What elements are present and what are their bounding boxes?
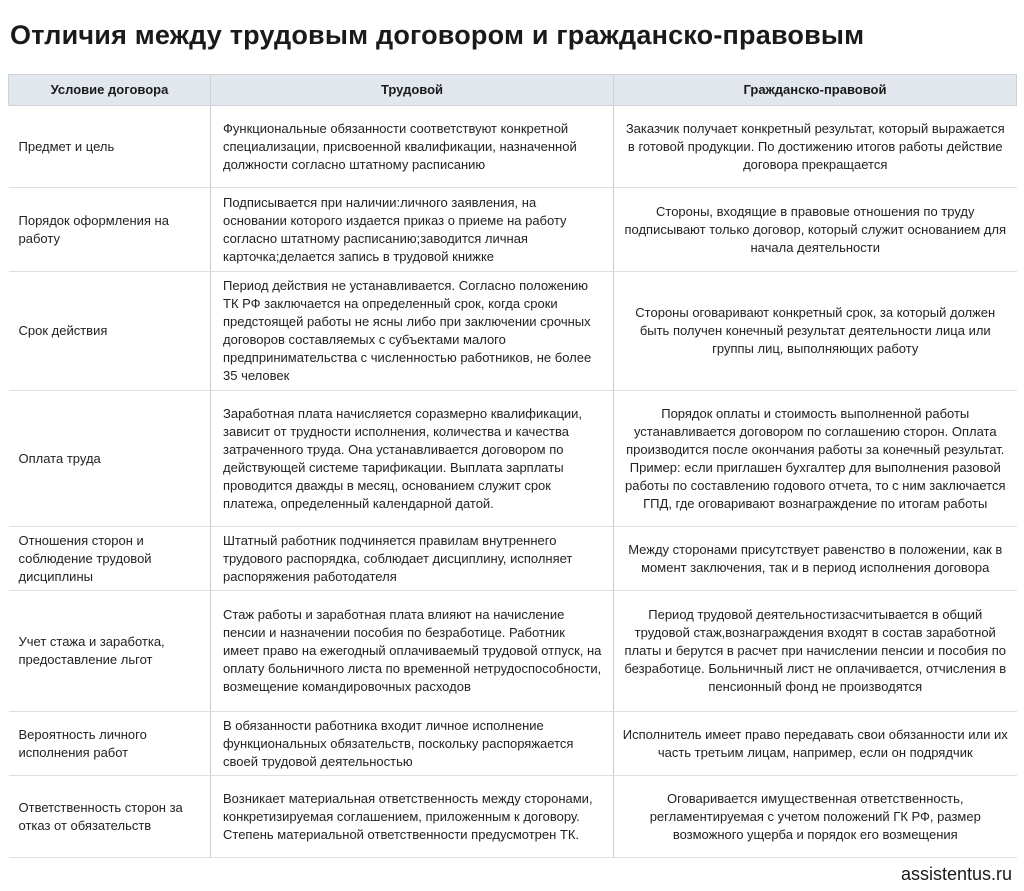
cell-condition: Вероятность личного исполнения работ <box>9 712 211 776</box>
cell-labor: Период действия не устанавливается. Согласно положению ТК РФ заключается на определенный срок, когда сроки предстоящей работы не ясны либо при заключении срочных договоров составляемых с субъектами малого предпринимательства с численностью работников, не более 35 человек <box>211 272 614 391</box>
cell-labor: Функциональные обязанности соответствуют конкретной специализации, присвоенной квалификации, назначенной должности согласно штатному расписанию <box>211 106 614 188</box>
cell-condition: Учет стажа и заработка, предоставление льгот <box>9 591 211 712</box>
cell-labor: Подписывается при наличии:личного заявления, на основании которого издается приказ о приеме на работу согласно штатному расписанию;заводится личная карточка;делается запись в трудовой книжке <box>211 188 614 272</box>
cell-civil: Заказчик получает конкретный результат, который выражается в готовой продукции. По достижению итогов работы действие договора прекращается <box>614 106 1017 188</box>
cell-civil: Порядок оплаты и стоимость выполненной работы устанавливается договором по соглашению сторон. Оплата производится после окончания работы за конечный результат. Пример: если приглашен бухгалтер для выполнения разовой работы по составлению годового отчета, то с ним заключается ГПД, где оговаривают вознаграждение по итогам работы <box>614 391 1017 527</box>
cell-labor: Штатный работник подчиняется правилам внутреннего трудового распорядка, соблюдает дисциплину, исполняет распоряжения работодателя <box>211 527 614 591</box>
cell-civil: Стороны оговаривают конкретный срок, за который должен быть получен конечный результат деятельности лица или группы лиц, выполняющих работу <box>614 272 1017 391</box>
header-labor: Трудовой <box>211 75 614 106</box>
cell-civil: Период трудовой деятельностизасчитывается в общий трудовой стаж,вознаграждения входят в состав заработной платы и берутся в расчет при начислении пенсии и пособия по безработице. Больничный лист не оплачивается, отчисления в пенсионный фонд не производятся <box>614 591 1017 712</box>
site-watermark: assistentus.ru <box>900 864 1012 884</box>
cell-labor: Заработная плата начисляется соразмерно квалификации, зависит от трудности исполнения, количества и качества затраченного труда. Она устанавливается договором по действующей системе тарификации. Выплата зарплаты проводится дважды в месяц, основанием служит срок платежа, определенный календарной датой. <box>211 391 614 527</box>
table-row <box>9 712 1017 776</box>
cell-condition: Порядок оформления на работу <box>9 188 211 272</box>
table-row <box>9 391 1017 527</box>
page-title: Отличия между трудовым договором и гражданско-правовым <box>10 20 865 50</box>
header-civil: Гражданско-правовой <box>614 75 1017 106</box>
cell-labor: В обязанности работника входит личное исполнение функциональных обязательств, поскольку распоряжается своей трудовой деятельностью <box>211 712 614 776</box>
table-row <box>9 527 1017 591</box>
cell-condition: Оплата труда <box>9 391 211 527</box>
table-row <box>9 272 1017 391</box>
table-row <box>9 106 1017 188</box>
cell-civil: Оговаривается имущественная ответственность, регламентируемая с учетом положений ГК РФ, размер возможного ущерба и порядок его возмещения <box>614 776 1017 858</box>
cell-condition: Предмет и цель <box>9 106 211 188</box>
cell-civil: Стороны, входящие в правовые отношения по труду подписывают только договор, который служит основанием для начала деятельности <box>614 188 1017 272</box>
table-row <box>9 591 1017 712</box>
cell-civil: Между сторонами присутствует равенство в положении, как в момент заключения, так и в период исполнения договора <box>614 527 1017 591</box>
cell-condition: Ответственность сторон за отказ от обязательств <box>9 776 211 858</box>
cell-labor: Стаж работы и заработная плата влияют на начисление пенсии и назначении пособия по безработице. Работник имеет право на ежегодный оплачиваемый трудовой отпуск, на оплату больничного листа по временной нетрудоспособности, возмещение командировочных расходов <box>211 591 614 712</box>
table-row <box>9 776 1017 858</box>
comparison-table <box>8 74 1017 858</box>
table-header-row <box>9 75 1017 106</box>
table-row <box>9 188 1017 272</box>
cell-civil: Исполнитель имеет право передавать свои обязанности или их часть третьим лицам, например, если он подрядчик <box>614 712 1017 776</box>
cell-condition: Отношения сторон и соблюдение трудовой дисциплины <box>9 527 211 591</box>
header-condition: Условие договора <box>9 75 211 106</box>
cell-labor: Возникает материальная ответственность между сторонами, конкретизируемая соглашением, приложенным к договору. Степень материальной ответственности предусмотрен ТК. <box>211 776 614 858</box>
cell-condition: Срок действия <box>9 272 211 391</box>
